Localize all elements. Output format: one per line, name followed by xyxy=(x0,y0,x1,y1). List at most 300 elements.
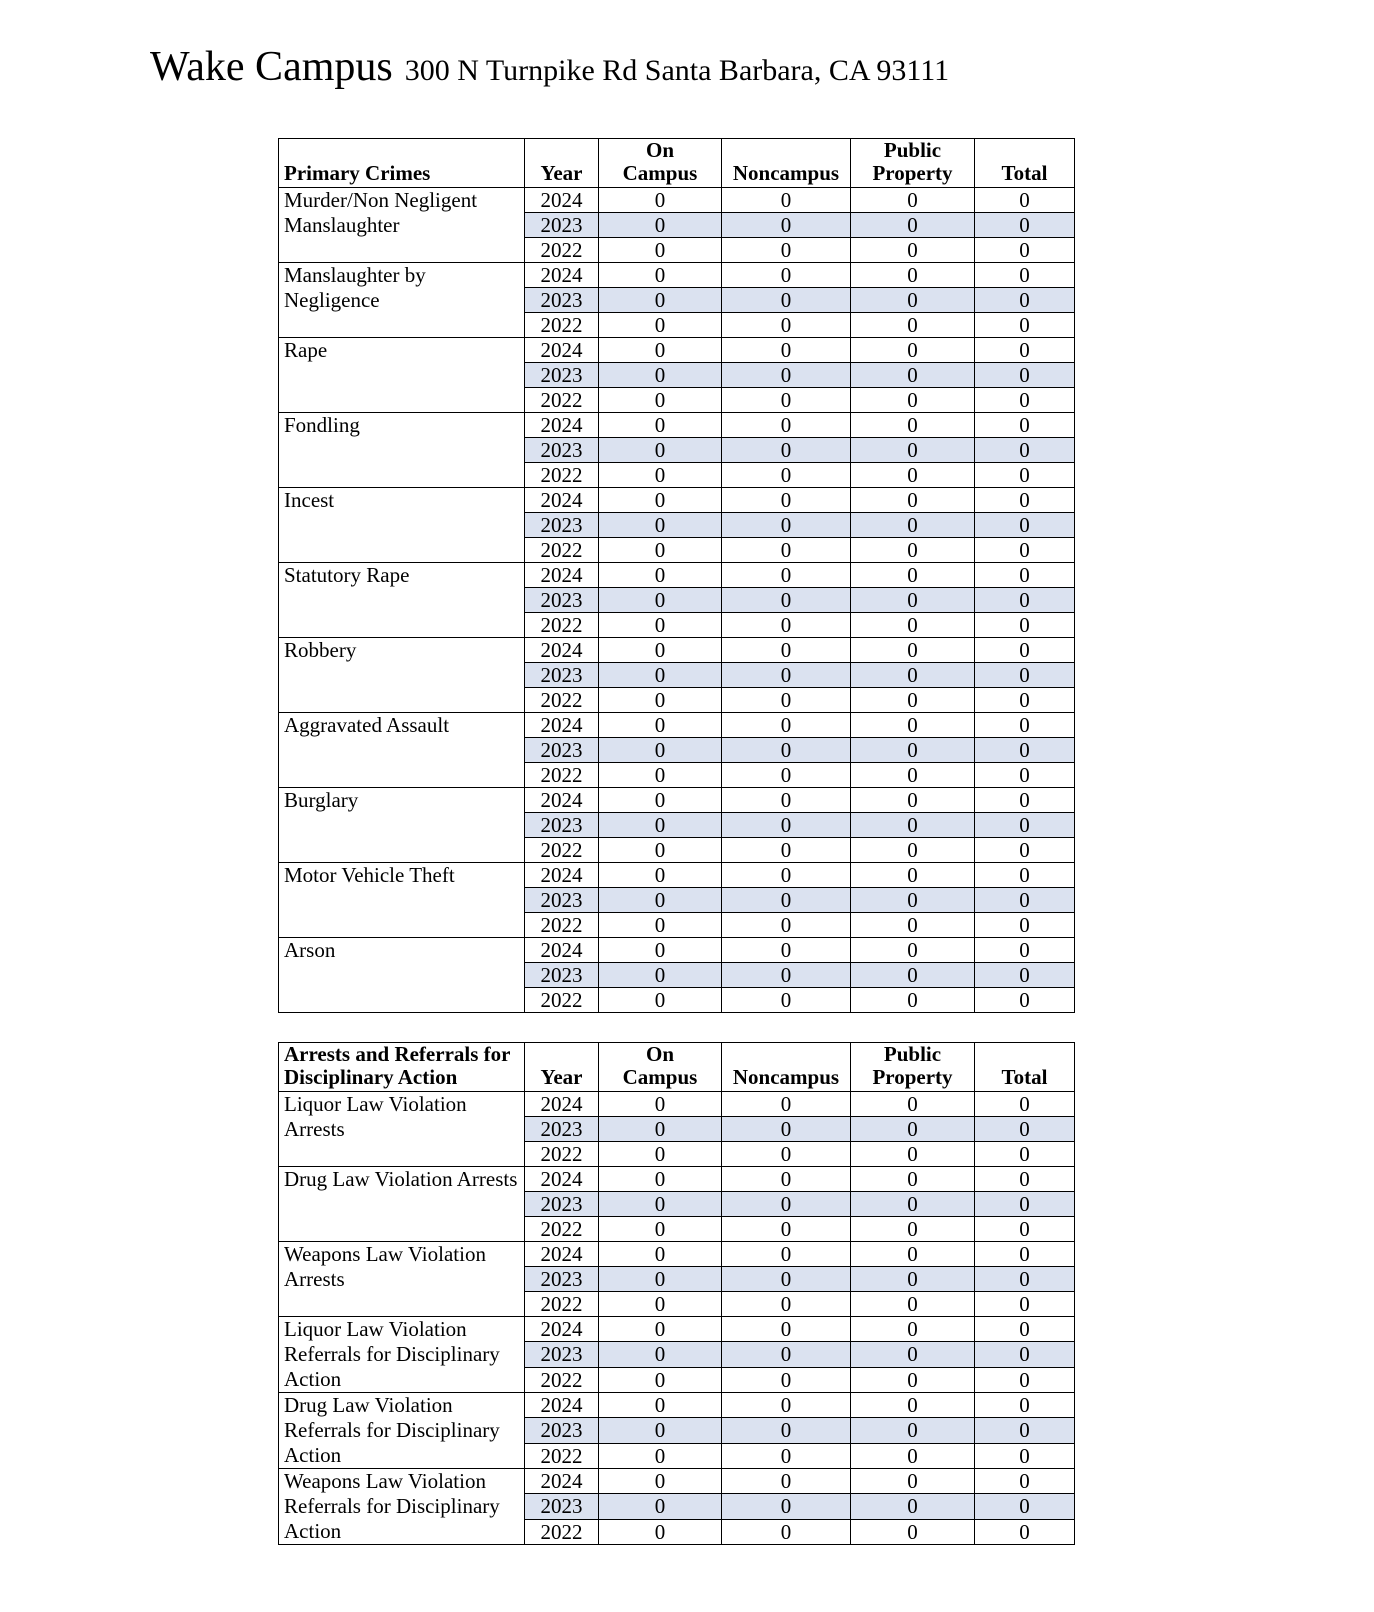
value-cell: 0 xyxy=(975,613,1075,638)
category-cell: Incest xyxy=(279,488,525,563)
data-row xyxy=(279,1317,1075,1342)
category-cell: Burglary xyxy=(279,788,525,863)
value-cell: 0 xyxy=(851,1494,975,1519)
value-cell: 0 xyxy=(722,363,851,388)
value-cell: 0 xyxy=(975,938,1075,963)
category-cell: Murder/Non Negligent Manslaughter xyxy=(279,188,525,263)
category-cell: Liquor Law Violation Arrests xyxy=(279,1092,525,1167)
value-cell: 0 xyxy=(599,288,722,313)
value-cell: 0 xyxy=(599,688,722,713)
value-cell: 0 xyxy=(851,263,975,288)
category-cell: Drug Law Violation Arrests xyxy=(279,1167,525,1242)
value-cell: 0 xyxy=(722,663,851,688)
category-cell: Aggravated Assault xyxy=(279,713,525,788)
value-cell: 0 xyxy=(722,738,851,763)
value-cell: 0 xyxy=(599,638,722,663)
year-cell: 2022 xyxy=(525,988,599,1013)
value-cell: 0 xyxy=(722,513,851,538)
year-cell: 2023 xyxy=(525,813,599,838)
year-cell: 2024 xyxy=(525,1092,599,1117)
year-cell: 2023 xyxy=(525,963,599,988)
year-cell: 2023 xyxy=(525,738,599,763)
year-cell: 2022 xyxy=(525,1292,599,1317)
arrests-referrals-table xyxy=(278,1042,1075,1545)
value-cell: 0 xyxy=(599,1167,722,1192)
value-cell: 0 xyxy=(975,388,1075,413)
value-cell: 0 xyxy=(722,188,851,213)
year-cell: 2022 xyxy=(525,1443,599,1468)
value-cell: 0 xyxy=(851,1418,975,1443)
category-cell: Liquor Law Violation Referrals for Disciplinary Action xyxy=(279,1317,525,1393)
value-cell: 0 xyxy=(851,963,975,988)
value-cell: 0 xyxy=(722,813,851,838)
year-cell: 2022 xyxy=(525,688,599,713)
value-cell: 0 xyxy=(599,213,722,238)
year-cell: 2022 xyxy=(525,538,599,563)
year-cell: 2022 xyxy=(525,763,599,788)
value-cell: 0 xyxy=(851,1519,975,1544)
value-cell: 0 xyxy=(851,188,975,213)
value-cell: 0 xyxy=(975,213,1075,238)
year-cell: 2023 xyxy=(525,663,599,688)
year-cell: 2024 xyxy=(525,413,599,438)
value-cell: 0 xyxy=(975,188,1075,213)
value-cell: 0 xyxy=(722,988,851,1013)
value-cell: 0 xyxy=(722,438,851,463)
column-header: Total xyxy=(975,1043,1075,1092)
value-cell: 0 xyxy=(599,1469,722,1494)
value-cell: 0 xyxy=(851,1117,975,1142)
data-row xyxy=(279,488,1075,513)
value-cell: 0 xyxy=(599,338,722,363)
value-cell: 0 xyxy=(599,1192,722,1217)
value-cell: 0 xyxy=(722,413,851,438)
value-cell: 0 xyxy=(851,713,975,738)
year-cell: 2022 xyxy=(525,1519,599,1544)
value-cell: 0 xyxy=(599,1217,722,1242)
value-cell: 0 xyxy=(599,963,722,988)
value-cell: 0 xyxy=(722,338,851,363)
value-cell: 0 xyxy=(851,788,975,813)
value-cell: 0 xyxy=(722,1092,851,1117)
value-cell: 0 xyxy=(851,213,975,238)
value-cell: 0 xyxy=(975,638,1075,663)
value-cell: 0 xyxy=(851,688,975,713)
value-cell: 0 xyxy=(599,713,722,738)
value-cell: 0 xyxy=(851,1469,975,1494)
value-cell: 0 xyxy=(975,863,1075,888)
campus-name: Wake Campus xyxy=(150,44,393,90)
value-cell: 0 xyxy=(599,1342,722,1367)
value-cell: 0 xyxy=(599,1519,722,1544)
year-cell: 2023 xyxy=(525,1117,599,1142)
year-cell: 2022 xyxy=(525,1367,599,1392)
value-cell: 0 xyxy=(599,1418,722,1443)
year-cell: 2023 xyxy=(525,588,599,613)
value-cell: 0 xyxy=(975,1142,1075,1167)
value-cell: 0 xyxy=(975,563,1075,588)
value-cell: 0 xyxy=(851,513,975,538)
value-cell: 0 xyxy=(722,588,851,613)
value-cell: 0 xyxy=(851,1167,975,1192)
value-cell: 0 xyxy=(975,313,1075,338)
value-cell: 0 xyxy=(851,988,975,1013)
value-cell: 0 xyxy=(851,638,975,663)
value-cell: 0 xyxy=(975,463,1075,488)
value-cell: 0 xyxy=(851,463,975,488)
category-cell: Manslaughter by Negligence xyxy=(279,263,525,338)
value-cell: 0 xyxy=(851,1367,975,1392)
value-cell: 0 xyxy=(599,1317,722,1342)
data-row xyxy=(279,1469,1075,1494)
value-cell: 0 xyxy=(599,888,722,913)
data-row xyxy=(279,413,1075,438)
value-cell: 0 xyxy=(599,1242,722,1267)
value-cell: 0 xyxy=(975,538,1075,563)
value-cell: 0 xyxy=(851,388,975,413)
data-row xyxy=(279,863,1075,888)
value-cell: 0 xyxy=(975,1292,1075,1317)
value-cell: 0 xyxy=(851,1142,975,1167)
data-row xyxy=(279,1393,1075,1418)
value-cell: 0 xyxy=(722,863,851,888)
year-cell: 2023 xyxy=(525,1267,599,1292)
value-cell: 0 xyxy=(599,1292,722,1317)
column-header: Year xyxy=(525,1043,599,1092)
data-row xyxy=(279,788,1075,813)
value-cell: 0 xyxy=(975,438,1075,463)
value-cell: 0 xyxy=(722,213,851,238)
value-cell: 0 xyxy=(851,1217,975,1242)
value-cell: 0 xyxy=(599,1142,722,1167)
value-cell: 0 xyxy=(722,1519,851,1544)
value-cell: 0 xyxy=(599,188,722,213)
year-cell: 2023 xyxy=(525,1418,599,1443)
value-cell: 0 xyxy=(722,288,851,313)
value-cell: 0 xyxy=(599,1092,722,1117)
value-cell: 0 xyxy=(722,488,851,513)
value-cell: 0 xyxy=(599,938,722,963)
value-cell: 0 xyxy=(975,663,1075,688)
value-cell: 0 xyxy=(599,313,722,338)
value-cell: 0 xyxy=(722,1167,851,1192)
value-cell: 0 xyxy=(975,1393,1075,1418)
value-cell: 0 xyxy=(975,1242,1075,1267)
value-cell: 0 xyxy=(975,363,1075,388)
value-cell: 0 xyxy=(599,513,722,538)
header-row xyxy=(279,1043,1075,1092)
column-header: Noncampus xyxy=(722,1043,851,1092)
header-row xyxy=(279,139,1075,188)
value-cell: 0 xyxy=(975,763,1075,788)
category-cell: Rape xyxy=(279,338,525,413)
value-cell: 0 xyxy=(851,1242,975,1267)
value-cell: 0 xyxy=(722,838,851,863)
value-cell: 0 xyxy=(851,238,975,263)
value-cell: 0 xyxy=(599,913,722,938)
value-cell: 0 xyxy=(975,238,1075,263)
value-cell: 0 xyxy=(851,738,975,763)
value-cell: 0 xyxy=(851,438,975,463)
column-header: Public Property xyxy=(851,139,975,188)
value-cell: 0 xyxy=(851,813,975,838)
value-cell: 0 xyxy=(975,1092,1075,1117)
value-cell: 0 xyxy=(975,1117,1075,1142)
value-cell: 0 xyxy=(599,1494,722,1519)
value-cell: 0 xyxy=(851,1292,975,1317)
value-cell: 0 xyxy=(722,463,851,488)
column-header: On Campus xyxy=(599,1043,722,1092)
value-cell: 0 xyxy=(851,363,975,388)
value-cell: 0 xyxy=(851,488,975,513)
value-cell: 0 xyxy=(722,913,851,938)
value-cell: 0 xyxy=(975,338,1075,363)
value-cell: 0 xyxy=(722,638,851,663)
value-cell: 0 xyxy=(722,563,851,588)
value-cell: 0 xyxy=(722,713,851,738)
value-cell: 0 xyxy=(599,388,722,413)
value-cell: 0 xyxy=(975,1443,1075,1468)
value-cell: 0 xyxy=(599,488,722,513)
value-cell: 0 xyxy=(975,1418,1075,1443)
value-cell: 0 xyxy=(975,1317,1075,1342)
value-cell: 0 xyxy=(599,238,722,263)
year-cell: 2024 xyxy=(525,863,599,888)
year-cell: 2022 xyxy=(525,313,599,338)
value-cell: 0 xyxy=(975,588,1075,613)
value-cell: 0 xyxy=(975,513,1075,538)
year-cell: 2023 xyxy=(525,1494,599,1519)
value-cell: 0 xyxy=(975,1494,1075,1519)
year-cell: 2022 xyxy=(525,1142,599,1167)
category-cell: Robbery xyxy=(279,638,525,713)
value-cell: 0 xyxy=(975,488,1075,513)
year-cell: 2024 xyxy=(525,638,599,663)
value-cell: 0 xyxy=(722,1117,851,1142)
data-row xyxy=(279,1242,1075,1267)
value-cell: 0 xyxy=(975,1519,1075,1544)
year-cell: 2024 xyxy=(525,1167,599,1192)
year-cell: 2024 xyxy=(525,1317,599,1342)
value-cell: 0 xyxy=(599,1393,722,1418)
value-cell: 0 xyxy=(851,1192,975,1217)
category-cell: Statutory Rape xyxy=(279,563,525,638)
year-cell: 2024 xyxy=(525,488,599,513)
value-cell: 0 xyxy=(599,613,722,638)
primary-crimes-table xyxy=(278,138,1075,1013)
value-cell: 0 xyxy=(851,538,975,563)
value-cell: 0 xyxy=(851,613,975,638)
value-cell: 0 xyxy=(851,1317,975,1342)
value-cell: 0 xyxy=(851,663,975,688)
value-cell: 0 xyxy=(722,313,851,338)
value-cell: 0 xyxy=(851,888,975,913)
value-cell: 0 xyxy=(722,1292,851,1317)
year-cell: 2024 xyxy=(525,713,599,738)
year-cell: 2023 xyxy=(525,438,599,463)
page-title xyxy=(150,44,949,90)
value-cell: 0 xyxy=(851,863,975,888)
value-cell: 0 xyxy=(975,688,1075,713)
value-cell: 0 xyxy=(851,288,975,313)
category-cell: Motor Vehicle Theft xyxy=(279,863,525,938)
value-cell: 0 xyxy=(722,538,851,563)
value-cell: 0 xyxy=(851,1393,975,1418)
value-cell: 0 xyxy=(599,1443,722,1468)
value-cell: 0 xyxy=(851,1092,975,1117)
category-cell: Weapons Law Violation Arrests xyxy=(279,1242,525,1317)
value-cell: 0 xyxy=(599,1267,722,1292)
value-cell: 0 xyxy=(722,1443,851,1468)
value-cell: 0 xyxy=(851,413,975,438)
value-cell: 0 xyxy=(851,1443,975,1468)
data-row xyxy=(279,263,1075,288)
value-cell: 0 xyxy=(975,963,1075,988)
year-cell: 2023 xyxy=(525,213,599,238)
year-cell: 2024 xyxy=(525,1242,599,1267)
campus-address: 300 N Turnpike Rd Santa Barbara, CA 93111 xyxy=(404,54,950,87)
value-cell: 0 xyxy=(722,688,851,713)
value-cell: 0 xyxy=(722,238,851,263)
year-cell: 2024 xyxy=(525,1469,599,1494)
data-row xyxy=(279,1167,1075,1192)
value-cell: 0 xyxy=(975,788,1075,813)
value-cell: 0 xyxy=(722,1418,851,1443)
value-cell: 0 xyxy=(722,888,851,913)
value-cell: 0 xyxy=(722,1317,851,1342)
value-cell: 0 xyxy=(599,988,722,1013)
value-cell: 0 xyxy=(722,263,851,288)
value-cell: 0 xyxy=(851,763,975,788)
value-cell: 0 xyxy=(851,588,975,613)
value-cell: 0 xyxy=(851,913,975,938)
value-cell: 0 xyxy=(851,1267,975,1292)
value-cell: 0 xyxy=(722,1142,851,1167)
column-header: On Campus xyxy=(599,139,722,188)
value-cell: 0 xyxy=(722,1393,851,1418)
value-cell: 0 xyxy=(722,1342,851,1367)
year-cell: 2022 xyxy=(525,463,599,488)
value-cell: 0 xyxy=(599,1117,722,1142)
value-cell: 0 xyxy=(975,1367,1075,1392)
value-cell: 0 xyxy=(722,963,851,988)
value-cell: 0 xyxy=(722,388,851,413)
year-cell: 2023 xyxy=(525,288,599,313)
value-cell: 0 xyxy=(722,613,851,638)
value-cell: 0 xyxy=(722,1267,851,1292)
value-cell: 0 xyxy=(599,563,722,588)
value-cell: 0 xyxy=(975,1267,1075,1292)
value-cell: 0 xyxy=(599,813,722,838)
value-cell: 0 xyxy=(722,788,851,813)
value-cell: 0 xyxy=(722,1494,851,1519)
value-cell: 0 xyxy=(599,463,722,488)
value-cell: 0 xyxy=(599,363,722,388)
value-cell: 0 xyxy=(599,538,722,563)
category-cell: Fondling xyxy=(279,413,525,488)
category-cell: Weapons Law Violation Referrals for Disciplinary Action xyxy=(279,1469,525,1545)
year-cell: 2024 xyxy=(525,338,599,363)
value-cell: 0 xyxy=(599,438,722,463)
value-cell: 0 xyxy=(975,913,1075,938)
value-cell: 0 xyxy=(975,738,1075,763)
value-cell: 0 xyxy=(975,1469,1075,1494)
value-cell: 0 xyxy=(975,813,1075,838)
year-cell: 2022 xyxy=(525,1217,599,1242)
value-cell: 0 xyxy=(851,338,975,363)
value-cell: 0 xyxy=(975,838,1075,863)
value-cell: 0 xyxy=(975,413,1075,438)
year-cell: 2023 xyxy=(525,888,599,913)
year-cell: 2023 xyxy=(525,513,599,538)
tables-container xyxy=(278,138,1075,1545)
value-cell: 0 xyxy=(599,738,722,763)
value-cell: 0 xyxy=(599,763,722,788)
value-cell: 0 xyxy=(599,838,722,863)
value-cell: 0 xyxy=(851,1342,975,1367)
value-cell: 0 xyxy=(599,263,722,288)
table-title-header: Arrests and Referrals for Disciplinary Action xyxy=(279,1043,525,1092)
year-cell: 2022 xyxy=(525,238,599,263)
column-header: Public Property xyxy=(851,1043,975,1092)
year-cell: 2022 xyxy=(525,913,599,938)
year-cell: 2022 xyxy=(525,388,599,413)
data-row xyxy=(279,338,1075,363)
category-cell: Drug Law Violation Referrals for Disciplinary Action xyxy=(279,1393,525,1469)
value-cell: 0 xyxy=(851,838,975,863)
value-cell: 0 xyxy=(599,788,722,813)
value-cell: 0 xyxy=(722,938,851,963)
year-cell: 2023 xyxy=(525,1342,599,1367)
year-cell: 2022 xyxy=(525,613,599,638)
value-cell: 0 xyxy=(851,563,975,588)
value-cell: 0 xyxy=(722,1469,851,1494)
value-cell: 0 xyxy=(975,1342,1075,1367)
year-cell: 2024 xyxy=(525,188,599,213)
data-row xyxy=(279,713,1075,738)
value-cell: 0 xyxy=(722,1217,851,1242)
data-row xyxy=(279,938,1075,963)
table-title-header: Primary Crimes xyxy=(279,139,525,188)
value-cell: 0 xyxy=(975,713,1075,738)
year-cell: 2024 xyxy=(525,563,599,588)
value-cell: 0 xyxy=(975,988,1075,1013)
data-row xyxy=(279,1092,1075,1117)
value-cell: 0 xyxy=(722,1367,851,1392)
value-cell: 0 xyxy=(851,313,975,338)
value-cell: 0 xyxy=(599,863,722,888)
value-cell: 0 xyxy=(851,938,975,963)
value-cell: 0 xyxy=(975,1192,1075,1217)
value-cell: 0 xyxy=(599,413,722,438)
category-cell: Arson xyxy=(279,938,525,1013)
value-cell: 0 xyxy=(975,888,1075,913)
column-header: Year xyxy=(525,139,599,188)
column-header: Total xyxy=(975,139,1075,188)
value-cell: 0 xyxy=(599,588,722,613)
year-cell: 2024 xyxy=(525,263,599,288)
value-cell: 0 xyxy=(975,1167,1075,1192)
data-row xyxy=(279,638,1075,663)
year-cell: 2023 xyxy=(525,1192,599,1217)
value-cell: 0 xyxy=(599,663,722,688)
year-cell: 2024 xyxy=(525,938,599,963)
value-cell: 0 xyxy=(975,1217,1075,1242)
value-cell: 0 xyxy=(975,288,1075,313)
data-row xyxy=(279,563,1075,588)
year-cell: 2024 xyxy=(525,788,599,813)
value-cell: 0 xyxy=(722,1242,851,1267)
